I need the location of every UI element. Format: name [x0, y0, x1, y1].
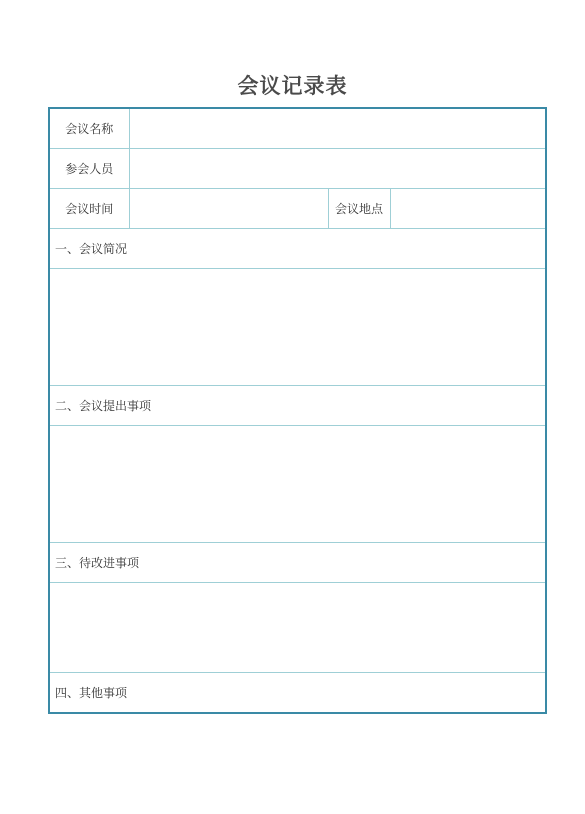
section-content-improvements[interactable]	[49, 582, 546, 672]
meeting-location-field[interactable]	[390, 188, 546, 228]
meeting-record-table	[48, 107, 547, 714]
meeting-time-label: 会议时间	[49, 188, 129, 228]
page-title: 会议记录表	[237, 74, 348, 98]
attendees-field[interactable]	[129, 148, 546, 188]
section-heading-raised-items: 二、会议提出事项	[49, 385, 546, 425]
section-content-raised-items[interactable]	[49, 425, 546, 542]
section-heading-overview: 一、会议简况	[49, 228, 546, 268]
section-heading-improvements: 三、待改进事项	[49, 542, 546, 582]
meeting-name-label: 会议名称	[49, 108, 129, 148]
section-heading-other-items: 四、其他事项	[49, 672, 546, 713]
meeting-name-field[interactable]	[129, 108, 546, 148]
attendees-label: 参会人员	[49, 148, 129, 188]
section-content-overview[interactable]	[49, 268, 546, 385]
meeting-location-label: 会议地点	[328, 188, 390, 228]
meeting-time-field[interactable]	[129, 188, 328, 228]
